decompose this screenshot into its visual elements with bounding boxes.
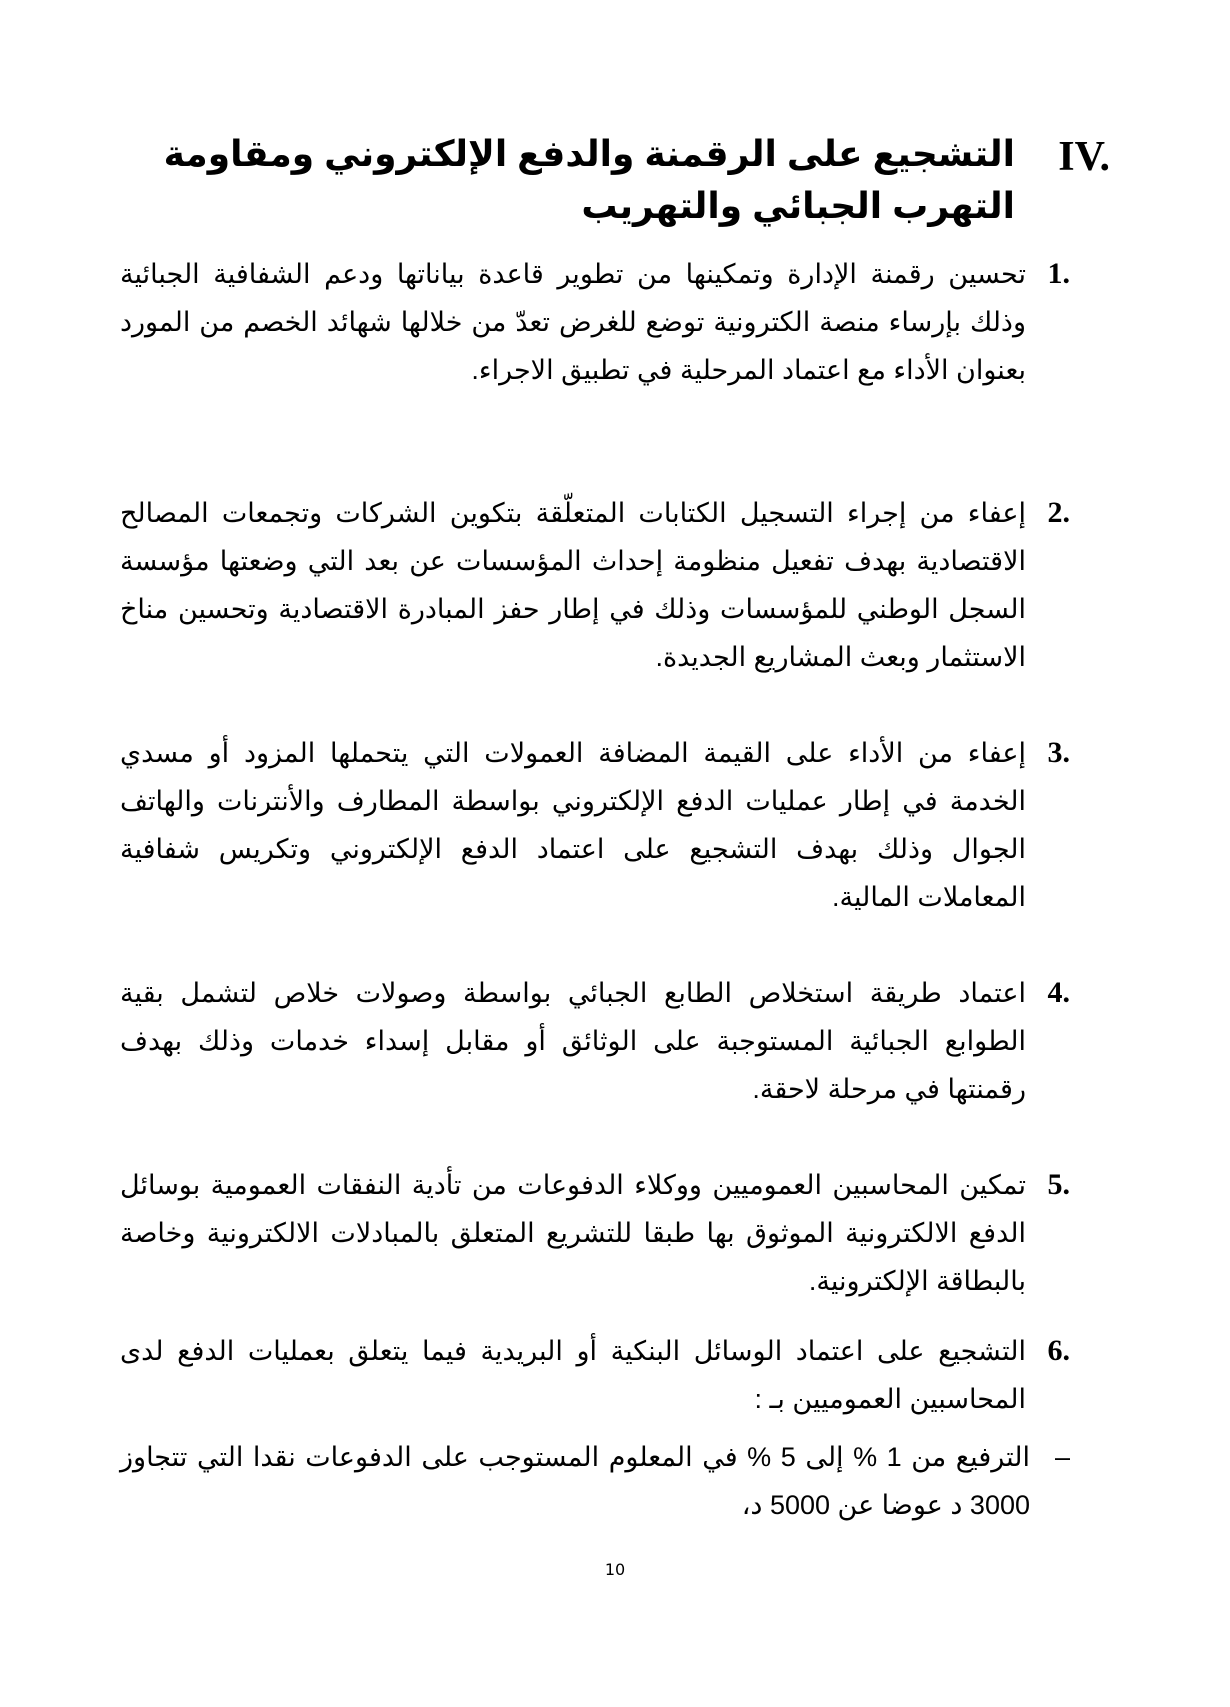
list-item-number: 6.	[1047, 1334, 1070, 1367]
list-item	[120, 1327, 1070, 1423]
sub-list-dash: –	[1054, 1442, 1070, 1472]
measures-list	[120, 250, 1070, 1529]
list-item-text: اعتماد طريقة استخلاص الطابع الجبائي بواسطة وصولات خلاص لتشمل بقية الطوابع الجبائية المستوجبة على الوثائق أو مقابل إسداء خدمات وذلك بهدف رقمنتها في مرحلة لاحقة.	[120, 978, 1026, 1104]
sub-list-item-text: الترفيع من 1 % إلى 5 % في المعلوم المستوجب على الدفوعات نقدا التي تتجاوز 3000 د عوضا عن 5000 د،	[120, 1442, 1030, 1520]
list-item-number: 2.	[1047, 496, 1070, 529]
list-item	[120, 489, 1070, 681]
list-item-number: 5.	[1047, 1168, 1070, 1201]
list-item-text: إعفاء من الأداء على القيمة المضافة العمولات التي يتحملها المزود أو مسدي الخدمة في إطار عمليات الدفع الإلكتروني بواسطة المطارف والأنترنات والهاتف الجوال وذلك بهدف التشجيع على اعتماد الدفع الإلكتروني وتكريس شفافية المعاملات المالية.	[120, 738, 1026, 912]
list-item	[120, 729, 1070, 921]
section-number: IV.	[1058, 134, 1110, 180]
list-item	[120, 969, 1070, 1113]
sub-list-item	[120, 1433, 1070, 1529]
list-item	[120, 250, 1070, 394]
list-item-text: تحسين رقمنة الإدارة وتمكينها من تطوير قاعدة بياناتها ودعم الشفافية الجبائية وذلك بإرساء منصة الكترونية توضع للغرض تعدّ من خلالها شهائد الخصم من المورد بعنوان الأداء مع اعتماد المرحلية في تطبيق الاجراء.	[120, 259, 1026, 385]
list-item-text: إعفاء من إجراء التسجيل الكتابات المتعلّقة بتكوين الشركات وتجمعات المصالح الاقتصادية بهدف تفعيل منظومة إحداث المؤسسات عن بعد التي وضعتها مؤسسة السجل الوطني للمؤسسات وذلك في إطار حفز المبادرة الاقتصادية وتحسين مناخ الاستثمار وبعث المشاريع الجديدة.	[120, 498, 1026, 672]
page-number: 10	[604, 1560, 626, 1579]
section-title: التشجيع على الرقمنة والدفع الإلكتروني ومقاومة التهرب الجبائي والتهريب	[163, 133, 1015, 226]
list-item-text: التشجيع على اعتماد الوسائل البنكية أو البريدية فيما يتعلق بعمليات الدفع لدى المحاسبين العموميين بـ :	[120, 1336, 1026, 1414]
section-heading	[120, 128, 1110, 232]
list-item-number: 4.	[1047, 976, 1070, 1009]
list-item	[120, 1161, 1070, 1305]
list-item-text: تمكين المحاسبين العموميين ووكلاء الدفوعات من تأدية النفقات العمومية بوسائل الدفع الالكترونية الموثوق بها طبقا للتشريع المتعلق بالمبادلات الالكترونية وخاصة بالبطاقة الإلكترونية.	[120, 1170, 1026, 1296]
list-item-number: 1.	[1047, 257, 1070, 290]
list-item-number: 3.	[1047, 736, 1070, 769]
